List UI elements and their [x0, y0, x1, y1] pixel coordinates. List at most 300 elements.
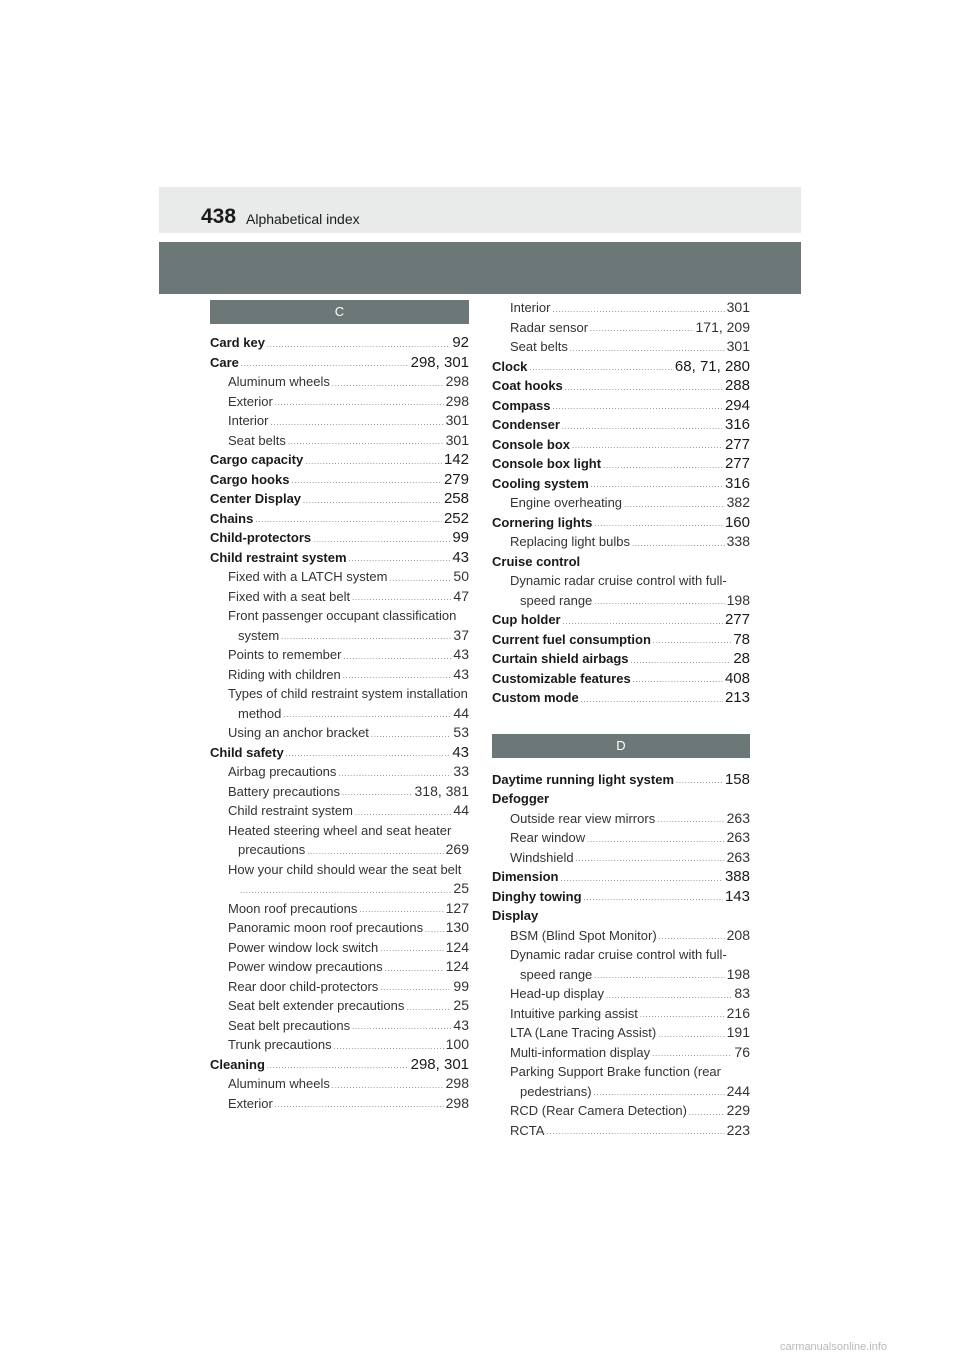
index-subentry	[492, 926, 750, 946]
index-subentry	[492, 1004, 750, 1024]
entry-label: Interior	[228, 413, 269, 428]
entry-label: speed range	[520, 966, 593, 982]
dot-leader	[624, 499, 725, 513]
dot-leader	[591, 479, 723, 493]
dot-leader	[359, 904, 443, 918]
index-entry	[492, 376, 750, 396]
entry-label: Airbag precautions	[228, 764, 337, 779]
index-subentry	[210, 938, 469, 958]
index-subentry	[210, 957, 469, 977]
dot-leader	[587, 834, 724, 848]
index-subentry	[492, 965, 750, 985]
dot-leader	[529, 362, 673, 376]
page-reference: 43	[453, 646, 469, 662]
dot-leader	[332, 378, 444, 392]
index-subentry	[492, 848, 750, 868]
page-reference: 229	[726, 1102, 750, 1118]
entry-label: Engine overheating	[510, 495, 623, 510]
dot-leader	[594, 596, 724, 610]
page-reference: 37	[453, 626, 469, 643]
entry-label: speed range	[520, 592, 593, 608]
index-entry-heading: Cruise control	[492, 553, 581, 569]
dot-leader	[288, 436, 444, 450]
page-reference: 191	[726, 1024, 750, 1040]
dot-leader	[606, 990, 732, 1004]
dot-leader	[275, 397, 444, 411]
index-subentry	[210, 411, 469, 431]
entry-label: Curtain shield airbags	[492, 651, 629, 666]
entry-label: Cargo hooks	[210, 471, 290, 487]
page-reference: 44	[453, 802, 469, 818]
page-reference: 298, 301	[410, 353, 469, 371]
dot-leader	[590, 323, 693, 337]
entry-label: RCTA	[510, 1122, 545, 1138]
entry-label: Riding with children	[228, 666, 341, 682]
page-reference: 298, 301	[410, 1055, 469, 1073]
entry-label: Power window lock switch	[228, 939, 379, 955]
page-reference: 28	[733, 650, 750, 667]
index-subentry	[492, 1121, 750, 1141]
index-subentry-text: How your child should wear the seat belt	[228, 861, 462, 877]
index-subentry	[210, 587, 469, 607]
index-subentry	[210, 762, 469, 782]
dot-leader	[594, 970, 724, 984]
dot-leader	[631, 655, 732, 669]
dot-leader	[267, 339, 450, 353]
page-reference: 53	[453, 724, 469, 740]
entry-label: Aluminum wheels	[228, 374, 330, 389]
index-subentry	[210, 840, 469, 860]
page-reference: 171, 209	[695, 318, 750, 335]
entry-label: Compass	[492, 397, 551, 413]
entry-label: Seat belt precautions	[228, 1017, 351, 1033]
section-title: Alphabetical index	[246, 211, 360, 227]
dot-leader	[652, 1048, 732, 1062]
index-subentry	[210, 899, 469, 919]
entry-label: Fixed with a LATCH system	[228, 569, 388, 584]
dot-leader	[371, 729, 452, 743]
page-reference: 43	[452, 743, 469, 761]
index-entry	[210, 548, 469, 568]
letter-header-c: C	[210, 300, 469, 324]
page-reference: 298	[445, 1094, 469, 1111]
entry-label: Cornering lights	[492, 514, 593, 530]
dot-leader	[570, 343, 725, 357]
dot-leader	[332, 1080, 444, 1094]
dot-leader	[546, 1126, 724, 1140]
entry-label: Child safety	[210, 744, 284, 760]
page-reference: 99	[453, 977, 469, 994]
page-reference: 44	[453, 704, 469, 721]
entry-label: Coat hooks	[492, 378, 563, 393]
page-reference: 213	[724, 689, 750, 706]
entry-label: system	[238, 627, 280, 643]
dot-leader	[562, 421, 723, 435]
dot-leader	[241, 358, 409, 372]
page-reference: 78	[733, 630, 750, 648]
index-subentry	[210, 665, 469, 685]
dot-leader	[355, 807, 451, 821]
entry-label: Clock	[492, 358, 528, 374]
entry-label: Current fuel consumption	[492, 631, 651, 647]
index-subentry	[210, 626, 469, 646]
dot-leader	[275, 1099, 444, 1113]
page-reference: 301	[445, 412, 469, 428]
index-subentry	[210, 372, 469, 392]
entry-label: Exterior	[228, 393, 273, 409]
page-reference: 216	[726, 1004, 750, 1021]
entry-label: Seat belt extender precautions	[228, 998, 405, 1013]
page-reference: 408	[724, 669, 750, 687]
index-column-left	[210, 300, 469, 1113]
dot-leader	[594, 518, 723, 532]
index-entry	[210, 450, 469, 470]
dot-leader	[349, 553, 451, 567]
page-reference: 316	[724, 416, 750, 433]
index-entry-heading: Display	[492, 908, 539, 923]
entry-label: Radar sensor	[510, 319, 589, 335]
entry-label: BSM (Blind Spot Monitor)	[510, 927, 657, 943]
index-entry-list	[492, 298, 750, 708]
dot-leader	[283, 709, 451, 723]
page-reference: 50	[453, 568, 469, 584]
dot-leader	[553, 401, 723, 415]
dot-leader	[342, 787, 412, 801]
index-subentry	[492, 1101, 750, 1121]
page-reference: 76	[734, 1043, 750, 1060]
entry-label: RCD (Rear Camera Detection)	[510, 1103, 687, 1118]
entry-label: pedestrians)	[520, 1083, 592, 1099]
page-reference: 33	[453, 763, 469, 779]
page-reference: 244	[726, 1082, 750, 1099]
entry-label: Windshield	[510, 849, 574, 865]
page-reference: 43	[452, 548, 469, 566]
page-reference: 263	[726, 848, 750, 865]
dot-leader	[552, 304, 724, 318]
index-subentry-text: Types of child restraint system installation	[228, 686, 468, 701]
entry-label: Battery precautions	[228, 783, 341, 799]
page-reference: 43	[453, 1016, 469, 1033]
index-subentry	[492, 532, 750, 552]
page-reference: 301	[726, 338, 750, 354]
dot-leader	[640, 1009, 725, 1023]
page-reference: 294	[724, 396, 750, 414]
page-reference: 25	[453, 880, 469, 896]
dot-leader	[352, 1021, 451, 1035]
index-entry-list	[492, 770, 750, 1141]
entry-label: Seat belts	[510, 339, 568, 354]
entry-label: Customizable features	[492, 670, 631, 686]
index-subentry	[492, 298, 750, 318]
entry-label: Replacing light bulbs	[510, 534, 630, 549]
dot-leader	[286, 748, 451, 762]
index-subentry	[210, 996, 469, 1016]
dot-leader	[291, 475, 442, 489]
index-subentry	[492, 591, 750, 611]
index-entry	[210, 470, 469, 490]
dot-leader	[576, 853, 725, 867]
page-reference: 124	[445, 958, 469, 974]
index-subentry-text: Heated steering wheel and seat heater	[228, 822, 452, 838]
index-subentry	[210, 645, 469, 665]
entry-label: Dinghy towing	[492, 888, 582, 904]
index-subentry	[492, 493, 750, 513]
dot-leader	[657, 814, 724, 828]
entry-label: Condenser	[492, 417, 560, 432]
entry-label: Power window precautions	[228, 959, 383, 974]
index-subentry	[492, 318, 750, 338]
page-reference: 318, 381	[414, 782, 469, 799]
dot-leader	[603, 460, 723, 474]
index-subentry	[492, 337, 750, 357]
page-reference: 298	[445, 1075, 469, 1091]
dot-leader	[689, 1107, 725, 1121]
dot-leader	[334, 1041, 444, 1055]
dot-leader	[584, 892, 723, 906]
index-subentry	[210, 879, 469, 899]
dot-leader	[385, 963, 444, 977]
index-subentry	[210, 1016, 469, 1036]
index-entry	[210, 528, 469, 548]
index-entry	[492, 688, 750, 708]
page-reference: 263	[726, 809, 750, 826]
index-subentry	[492, 1023, 750, 1043]
entry-label: precautions	[238, 842, 306, 857]
entry-label: Outside rear view mirrors	[510, 810, 656, 826]
dot-leader	[406, 1002, 451, 1016]
index-subentry	[210, 801, 469, 821]
page-reference: 47	[453, 587, 469, 604]
page-reference: 142	[443, 451, 469, 468]
entry-label: Points to remember	[228, 647, 342, 662]
dot-leader	[560, 873, 723, 887]
index-subentry	[210, 392, 469, 412]
index-entry	[210, 333, 469, 353]
dot-leader	[281, 631, 451, 645]
entry-label: Care	[210, 354, 239, 370]
index-entry	[492, 474, 750, 494]
dot-leader	[389, 573, 451, 587]
page-reference: 288	[724, 377, 750, 394]
index-subentry-text: Front passenger occupant classification	[228, 608, 457, 623]
page-reference: 198	[726, 965, 750, 982]
entry-label: Seat belts	[228, 432, 286, 448]
entry-label: Card key	[210, 335, 265, 350]
index-subentry	[210, 1094, 469, 1114]
index-subentry	[210, 723, 469, 743]
entry-label: Child restraint system	[228, 803, 353, 818]
entry-label: LTA (Lane Tracing Assist)	[510, 1025, 657, 1040]
index-entry	[492, 867, 750, 887]
entry-label: Dimension	[492, 869, 559, 884]
index-entry	[492, 630, 750, 650]
dot-leader	[267, 1060, 409, 1074]
index-subentry	[492, 1082, 750, 1102]
page-reference: 124	[445, 938, 469, 955]
page-reference: 258	[443, 490, 469, 507]
page-reference: 43	[453, 665, 469, 682]
page-reference: 301	[445, 431, 469, 448]
entry-label: Child-protectors	[210, 530, 312, 545]
index-subentry	[492, 809, 750, 829]
dot-leader	[594, 1087, 725, 1101]
index-entry	[492, 415, 750, 435]
index-subentry-text: Dynamic radar cruise control with full-	[510, 573, 727, 588]
entry-label: method	[238, 705, 282, 721]
dot-leader	[343, 651, 451, 665]
dot-leader	[313, 534, 450, 548]
index-entry	[492, 435, 750, 455]
dot-leader	[581, 694, 723, 708]
entry-label: Daytime running light system	[492, 771, 675, 787]
index-entry	[492, 513, 750, 533]
page-reference: 269	[445, 841, 469, 857]
entry-label: Rear door child-protectors	[228, 978, 379, 994]
index-subentry	[210, 918, 469, 938]
page-reference: 382	[726, 494, 750, 510]
entry-label: Cooling system	[492, 475, 589, 491]
index-subentry	[492, 1043, 750, 1063]
dot-leader	[255, 514, 442, 528]
page-reference: 92	[452, 334, 469, 351]
page-reference: 143	[724, 887, 750, 905]
dot-leader	[303, 495, 442, 509]
page-reference: 388	[724, 868, 750, 885]
entry-label: Custom mode	[492, 690, 579, 705]
entry-label: Fixed with a seat belt	[228, 588, 351, 604]
entry-label: Interior	[510, 300, 551, 315]
page-reference: 298	[445, 392, 469, 409]
page-number: 438	[201, 205, 237, 228]
dot-leader	[380, 982, 451, 996]
entry-label: Moon roof precautions	[228, 900, 358, 916]
index-entry	[492, 610, 750, 630]
page-reference: 338	[726, 533, 750, 549]
decorative-band	[159, 242, 801, 294]
entry-label: Rear window	[510, 830, 586, 845]
entry-label: Console box	[492, 436, 571, 452]
dot-leader	[352, 592, 451, 606]
dot-leader	[565, 382, 723, 396]
entry-label: Exterior	[228, 1095, 273, 1111]
page-reference: 277	[724, 455, 750, 472]
index-subentry	[492, 984, 750, 1004]
dot-leader	[270, 417, 443, 431]
dot-leader	[343, 670, 452, 684]
page-reference: 130	[445, 919, 469, 935]
page-reference: 277	[724, 611, 750, 628]
page-reference: 298	[445, 373, 469, 389]
page-reference: 25	[453, 997, 469, 1013]
entry-label: Head-up display	[510, 986, 604, 1001]
dot-leader	[380, 943, 443, 957]
dot-leader	[653, 635, 731, 649]
index-entry	[492, 669, 750, 689]
index-column-right	[492, 298, 750, 1140]
index-subentry	[210, 431, 469, 451]
index-entry	[492, 649, 750, 669]
dot-leader	[338, 768, 451, 782]
page-reference: 160	[724, 513, 750, 531]
page-reference: 223	[726, 1121, 750, 1138]
index-subentry	[210, 567, 469, 587]
entry-label: Trunk precautions	[228, 1037, 332, 1052]
watermark: carmanualsonline.info	[780, 1341, 888, 1353]
entry-label: Using an anchor bracket	[228, 725, 369, 740]
dot-leader	[307, 846, 443, 860]
page-reference: 252	[443, 509, 469, 527]
index-subentry-text: Dynamic radar cruise control with full-	[510, 947, 727, 962]
entry-label: Center Display	[210, 491, 302, 506]
letter-header-d: D	[492, 734, 750, 758]
page-reference: 127	[445, 899, 469, 916]
entry-label: Cargo capacity	[210, 452, 304, 467]
dot-leader	[658, 1029, 724, 1043]
dot-leader	[659, 931, 725, 945]
entry-label: Aluminum wheels	[228, 1076, 330, 1091]
index-entry-heading: Defogger	[492, 791, 550, 806]
index-subentry-text: Parking Support Brake function (rear	[510, 1064, 721, 1079]
dot-leader	[240, 885, 451, 899]
index-entry	[492, 454, 750, 474]
page-reference: 198	[726, 591, 750, 608]
index-entry-list	[210, 333, 469, 1113]
page-reference: 316	[724, 474, 750, 492]
entry-label: Chains	[210, 510, 254, 526]
index-subentry	[210, 782, 469, 802]
index-subentry	[210, 704, 469, 724]
index-entry	[492, 887, 750, 907]
dot-leader	[425, 924, 444, 938]
entry-label: Panoramic moon roof precautions	[228, 920, 424, 935]
page-reference: 83	[734, 985, 750, 1001]
index-entry	[492, 396, 750, 416]
index-subentry	[210, 1035, 469, 1055]
entry-label: Console box light	[492, 456, 602, 471]
page-reference: 208	[726, 926, 750, 943]
dot-leader	[632, 538, 725, 552]
page-reference: 301	[726, 299, 750, 315]
page-reference: 263	[726, 829, 750, 845]
index-subentry	[492, 828, 750, 848]
entry-label: Intuitive parking assist	[510, 1005, 638, 1021]
index-entry	[210, 743, 469, 763]
page-reference: 68, 71, 280	[674, 357, 750, 375]
index-subentry	[210, 1074, 469, 1094]
index-entry	[492, 357, 750, 377]
page-reference: 279	[443, 470, 469, 488]
entry-label: Multi-information display	[510, 1044, 651, 1060]
dot-leader	[633, 674, 723, 688]
dot-leader	[563, 616, 723, 630]
entry-label: Cup holder	[492, 612, 561, 627]
dot-leader	[305, 456, 442, 470]
entry-label: Child restraint system	[210, 549, 347, 565]
page-reference: 99	[452, 529, 469, 546]
index-subentry	[210, 977, 469, 997]
section-gap	[492, 708, 750, 734]
page-reference: 277	[724, 435, 750, 453]
dot-leader	[676, 775, 723, 789]
index-entry	[492, 770, 750, 790]
page-reference: 158	[724, 770, 750, 788]
index-entry	[210, 489, 469, 509]
index-entry	[210, 1055, 469, 1075]
index-entry	[210, 509, 469, 529]
dot-leader	[572, 440, 723, 454]
page-reference: 100	[445, 1036, 469, 1052]
index-entry	[210, 353, 469, 373]
